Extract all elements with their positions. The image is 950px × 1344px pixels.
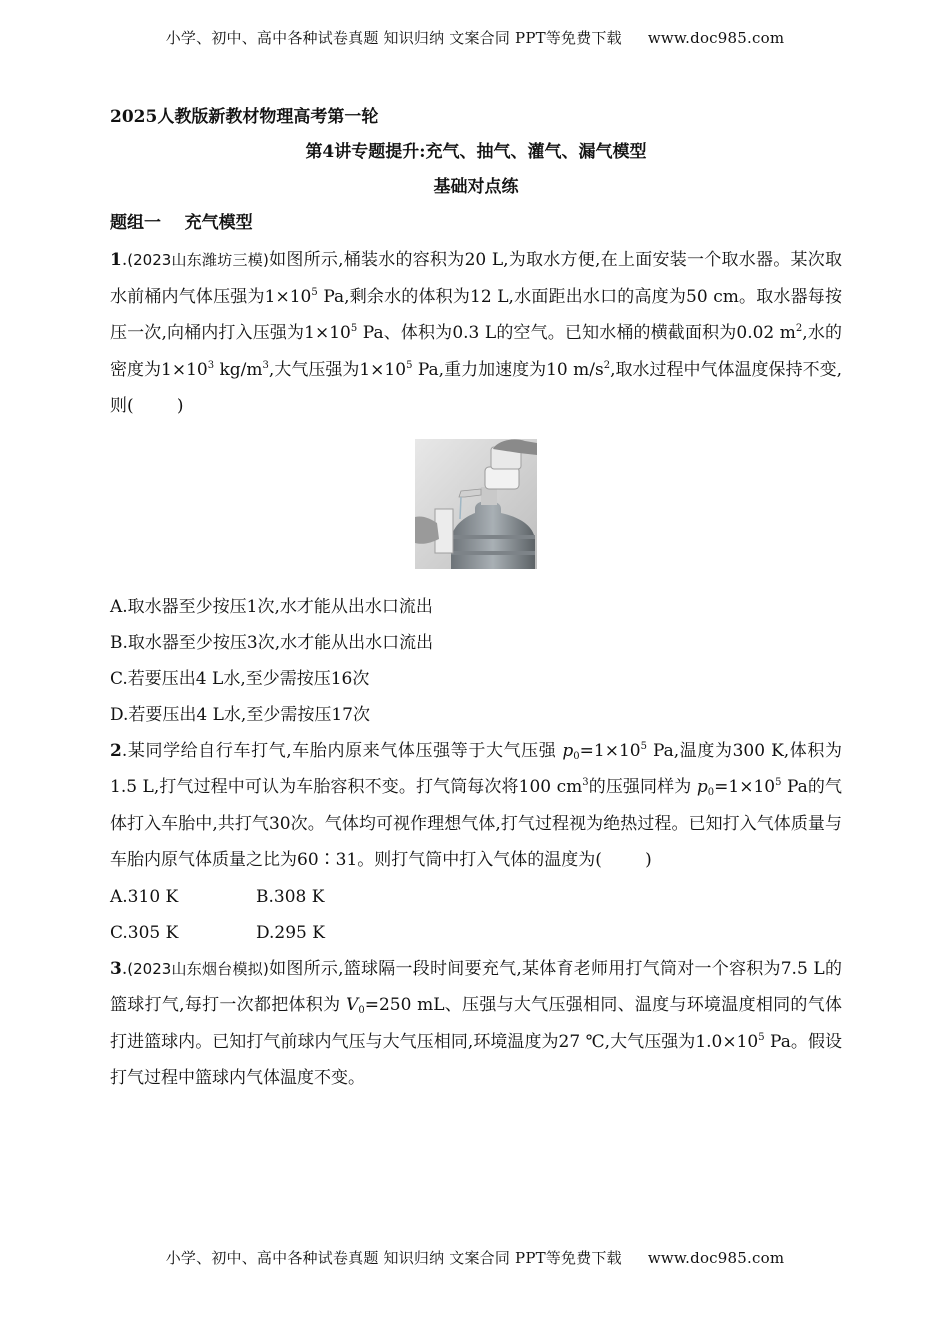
lecture-title: 第4讲专题提升:充气、抽气、灌气、漏气模型 [305,142,647,162]
header-site-link[interactable]: www.doc985.com [647,29,785,47]
question-text: ,取水过程中气体温度保持不变,则( ) [110,359,842,416]
document-body [110,100,842,1097]
q2-option-b: B.308 K [256,886,325,907]
series-title: 2025人教版新教材物理高考第一轮 [110,107,379,127]
exponent: 3 [582,777,589,788]
question-text: 如图所示,篮球隔一段时间要充气,某体育老师用打气筒对一个容积为7.5 L的篮球打气,每打一次都把体积为 [110,958,842,1015]
page-footer [0,1247,950,1268]
q2-option-a: A.310 K [110,886,179,907]
footer-text: 小学、初中、高中各种试卷真题 知识归纳 文案合同 PPT等免费下载 [165,1249,622,1267]
question-number: 1 [110,250,122,270]
question-text: Pa。假设打气过程中篮球内气体温度不变。 [110,1031,842,1088]
question-3: 3.(2023山东烟台模拟)如图所示,篮球隔一段时间要充气,某体育老师用打气筒对一个容积为7.5 L的篮球打气,每打一次都把体积为 $V_0=250$ mL、压强与大气压强相同、温度与环境温度相同的气体打进篮球内。已知打气前球内气压与大气压相同,环境温度为27 ℃,大气压强为$1.0\times 10^5$ Pa。假设打气过程中篮球内气体温度不变。 [110,958,842,1088]
question-text: =250 mL、压强与大气压强相同、温度与环境温度相同的气体打进篮球内。已知打气前球内气压与大气压相同,环境温度为27 ℃,大气压强为1.0×10 [110,995,842,1052]
question-text: ,水的密度为1×10 [110,323,842,380]
q1-option-a: A.取水器至少按压1次,水才能从出水口流出 [110,596,433,617]
subscript: 0 [573,750,580,762]
exponent: 5 [350,323,358,334]
exponent: 2 [603,359,611,371]
q2-options-row-1 [110,879,842,915]
question-text: 的压强同样为 [588,777,697,797]
subscript: 0 [707,787,715,798]
question-source: (2023山东烟台模拟) [127,959,269,978]
subscript: 0 [358,1005,365,1016]
exponent: 5 [775,777,782,788]
water-dispenser-figure [415,439,537,569]
question-2 [110,733,842,879]
symbol-p: p [696,777,708,797]
question-text: Pa,剩余水的体积为12 L,水面距出水口的高度为50 cm。取水器每按压一次,向桶内打入压强为1×10 [110,286,842,343]
exponent: 3 [207,359,215,371]
q1-option-b: B.取水器至少按压3次,水才能从出水口流出 [110,632,434,653]
exponent: 5 [406,359,413,371]
question-source: (2023山东潍坊三模) [127,251,269,269]
exponent: 5 [758,1031,765,1043]
question-number: 3 [110,958,122,979]
q1-option-d: D.若要压出4 L水,至少需按压17次 [110,704,370,725]
q1-option-c: C.若要压出4 L水,至少需按压16次 [110,668,370,689]
exponent: 5 [640,740,647,752]
question-text: =1×10 [579,740,641,761]
section-title: 基础对点练 [433,177,519,197]
footer-site-link[interactable]: www.doc985.com [647,1249,785,1267]
question-text: =1×10 [714,777,776,797]
page-header [0,27,950,48]
question-text: .某同学给自行车打气,车胎内原来气体压强等于大气压强 [121,740,563,761]
symbol-v: V [346,995,359,1015]
exponent: 3 [262,359,269,371]
q2-option-d: D.295 K [256,922,325,943]
question-text: Pa、体积为0.3 L的空气。已知水桶的横截面积为0.02 m [357,323,796,343]
water-dispenser-photo [415,439,537,569]
question-text: Pa,温度为300 K,体积为1.5 L,打气过程中可认为车胎容积不变。打气筒每次将100 cm [110,740,842,797]
question-text: Pa的气体打入车胎中,共打气30次。气体均可视作理想气体,打气过程视为绝热过程。已知打入气体质量与车胎内原气体质量之比为60∶31。则打气筒中打入气体的温度为( ) [110,777,843,870]
question-text: 如图所示,桶装水的容积为20 L,为取水方便,在上面安装一个取水器。某次取水前桶内气体压强为1×10 [110,250,842,307]
q2-options-row-2 [110,915,842,951]
question-number: 2 [110,740,122,761]
question-text: kg/m [214,359,263,380]
symbol-p: p [562,740,574,761]
question-text: ,大气压强为1×10 [268,359,407,380]
q2-option-c: C.305 K [110,922,179,943]
question-text: Pa,重力加速度为10 m/s [412,359,604,380]
header-text: 小学、初中、高中各种试卷真题 知识归纳 文案合同 PPT等免费下载 [165,29,622,47]
exponent: 5 [311,286,318,298]
group-heading: 题组一 充气模型 [110,213,253,233]
question-1: 1.(2023山东潍坊三模)如图所示,桶装水的容积为20 L,为取水方便,在上面安装一个取水器。某次取水前桶内气体压强为$1\times 10^5$ Pa,剩余水的体积为12 L,水面距出水口的高度为50 cm。取水器每按压一次,向桶内打入压强为$1\times 10^5$ Pa、体积为0.3 L的空气。已知水桶的横截面积为0.02 $m^2$,水的密度为$1\times 10^3$ $kg/m^3$,大气压强为$1\times 10^5$ Pa,重力加速度为10 $m/s^2$,取水过程中气体温度保持不变,则( ) [110,250,842,416]
exponent: 2 [795,323,803,334]
